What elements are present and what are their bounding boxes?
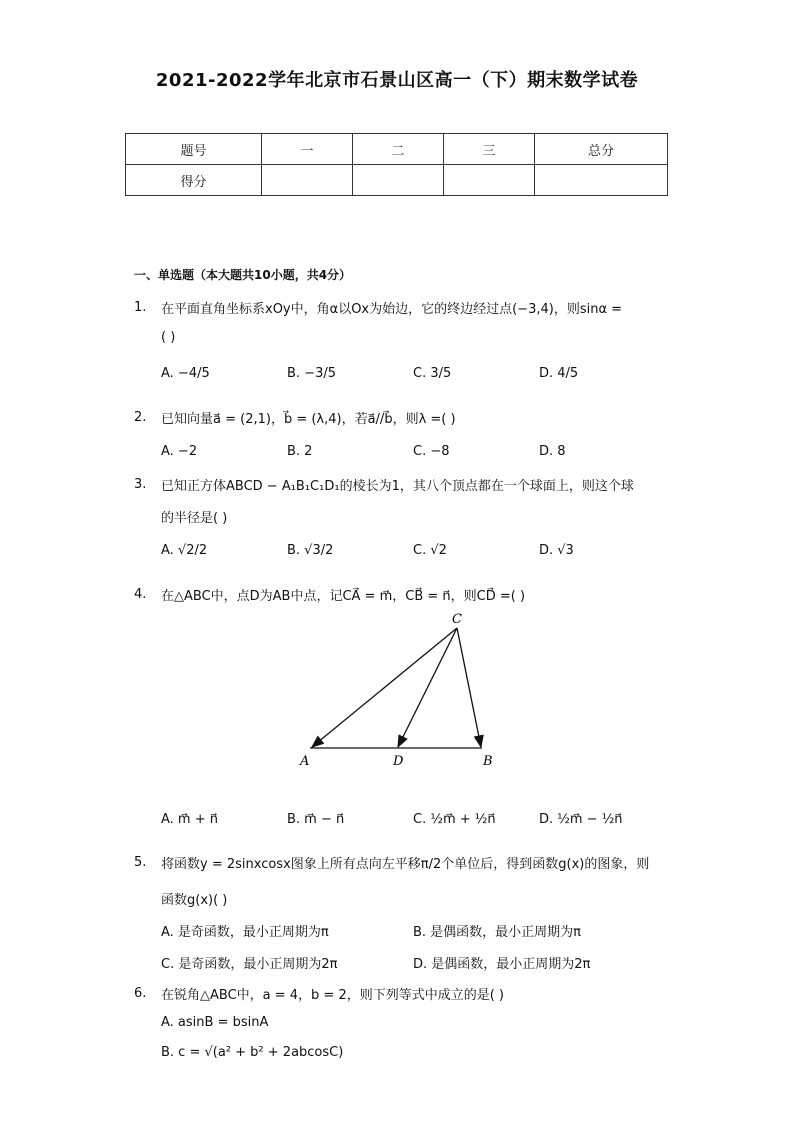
score-cell[interactable] xyxy=(262,165,353,196)
option-b[interactable]: B. 是偶函数，最小正周期为π xyxy=(413,925,582,940)
label-c: C xyxy=(452,612,462,627)
option-b[interactable]: B. −3/5 xyxy=(287,366,336,381)
option-d[interactable]: D. 8 xyxy=(539,444,566,459)
page-title: 2021-2022学年北京市石景山区高一（下）期末数学试卷 xyxy=(155,70,639,91)
question-text: 已知正方体ABCD − A₁B₁C₁D₁的棱长为1，其八个顶点都在一个球面上，则这个球 xyxy=(161,479,634,494)
score-cell[interactable] xyxy=(535,165,668,196)
option-c[interactable]: C. −8 xyxy=(413,444,450,459)
question-text-cont: 的半径是( ) xyxy=(161,511,228,526)
question-text: 在锐角△ABC中，a = 4，b = 2，则下列等式中成立的是( ) xyxy=(161,988,505,1003)
question-text: 在△ABC中，点D为AB中点，记CA⃗ = m⃗，CB⃗ = n⃗，则CD⃗ =( ) xyxy=(161,589,526,604)
option-a[interactable]: A. √2/2 xyxy=(161,543,208,558)
option-c[interactable]: C. ½m⃗ + ½n⃗ xyxy=(413,812,496,827)
score-cell[interactable] xyxy=(353,165,444,196)
option-d[interactable]: D. √3 xyxy=(539,543,574,558)
label-d: D xyxy=(393,754,404,769)
vector-cd xyxy=(398,628,457,747)
option-c[interactable]: C. 3/5 xyxy=(413,366,452,381)
option-c[interactable]: C. √2 xyxy=(413,543,447,558)
option-d[interactable]: D. 是偶函数，最小正周期为2π xyxy=(413,957,591,972)
question-number: 4. xyxy=(134,587,147,602)
score-row-label: 得分 xyxy=(126,165,262,196)
question-number: 5. xyxy=(134,855,147,870)
score-table xyxy=(125,133,668,196)
score-header-cell: 一 xyxy=(262,134,353,165)
question-text: 已知向量a⃗ = (2,1)，b⃗ = (λ,4)，若a⃗//b⃗，则λ =( ) xyxy=(161,412,456,427)
option-a[interactable]: A. −4/5 xyxy=(161,366,210,381)
question-number: 3. xyxy=(134,477,147,492)
section-heading: 一、单选题（本大题共10小题，共4分） xyxy=(134,268,352,282)
option-a[interactable]: A. 是奇函数，最小正周期为π xyxy=(161,925,329,940)
label-a: A xyxy=(300,754,310,769)
vector-cb xyxy=(457,628,481,747)
question-text-cont: ( ) xyxy=(161,330,176,345)
option-b[interactable]: B. m⃗ − n⃗ xyxy=(287,812,345,827)
score-header-cell: 题号 xyxy=(126,134,262,165)
score-table-header-row xyxy=(126,134,668,165)
triangle-figure xyxy=(290,608,510,778)
score-cell[interactable] xyxy=(444,165,535,196)
option-b[interactable]: B. 2 xyxy=(287,444,313,459)
question-number: 1. xyxy=(134,300,147,315)
question-text: 在平面直角坐标系xOy中，角α以Ox为始边，它的终边经过点(−3,4)，则sinα = xyxy=(161,302,623,317)
score-header-cell: 二 xyxy=(353,134,444,165)
question-text: 将函数y = 2sinxcosx图象上所有点向左平移π/2个单位后，得到函数g(x)的图象，则 xyxy=(161,857,650,872)
question-number: 6. xyxy=(134,986,147,1001)
label-b: B xyxy=(483,754,493,769)
vector-ca xyxy=(312,628,457,747)
score-table-score-row xyxy=(126,165,668,196)
question-number: 2. xyxy=(134,410,147,425)
option-a[interactable]: A. m⃗ + n⃗ xyxy=(161,812,218,827)
option-d[interactable]: D. 4/5 xyxy=(539,366,579,381)
option-b[interactable]: B. c = √(a² + b² + 2abcosC) xyxy=(161,1045,344,1060)
question-text-cont: 函数g(x)( ) xyxy=(161,893,228,908)
option-b[interactable]: B. √3/2 xyxy=(287,543,334,558)
score-header-cell: 三 xyxy=(444,134,535,165)
score-header-cell: 总分 xyxy=(535,134,668,165)
option-d[interactable]: D. ½m⃗ − ½n⃗ xyxy=(539,812,623,827)
option-c[interactable]: C. 是奇函数，最小正周期为2π xyxy=(161,957,338,972)
option-a[interactable]: A. asinB = bsinA xyxy=(161,1015,269,1030)
option-a[interactable]: A. −2 xyxy=(161,444,198,459)
